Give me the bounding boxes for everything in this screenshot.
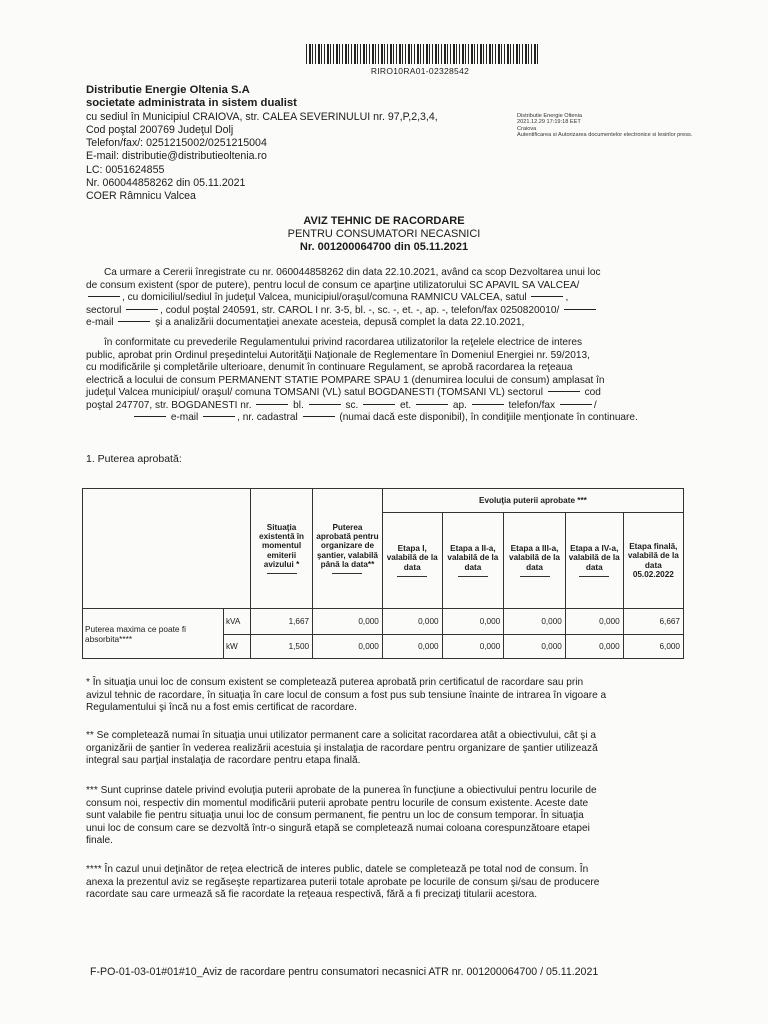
footnote-1 <box>86 677 678 715</box>
text-line: consum noi, respectiv din momentul modificării puterii aprobate pentru locurile de consum existente. Aceste date <box>86 797 589 809</box>
paragraph-approval <box>86 337 676 425</box>
title-line: PENTRU CONSUMATORI NECASNICI <box>287 228 481 241</box>
text-line: poştal 247707, str. BOGDANESTI nr. <box>86 399 252 411</box>
value-cell: 1,667 <box>251 609 313 635</box>
text-line: Ca urmare a Cererii înregistrate cu nr. 060044858262 din data 22.10.2021, având ca scop Dezvoltarea unui loc <box>104 267 601 278</box>
signature-line: Craiova <box>517 125 537 132</box>
title-number: Nr. 001200064700 din 05.11.2021 <box>299 241 469 254</box>
header-final-stage: Etapa finală, valabilă de la data 05.02.2022 <box>623 513 683 609</box>
text-line: (numai dacă este disponibil), în condiţiile menţionate în continuare. <box>339 412 638 424</box>
value-cell: 0,000 <box>565 609 623 635</box>
value-cell: 0,000 <box>382 635 442 659</box>
unit-cell: kW <box>223 635 250 659</box>
header-stage-3: Etapa a III-a, valabilă de la data <box>504 513 566 609</box>
section-title: 1. Puterea aprobată: <box>86 453 182 465</box>
text-line: electrică a locului de consum PERMANENT STATIE POMPARE SPAU 1 (denumirea locului de consum) amplasat în <box>86 374 605 386</box>
value-cell: 0,000 <box>313 609 383 635</box>
text-line: bl. <box>293 399 304 411</box>
barcode-number: RIRO10RA01-02328542 <box>370 66 470 76</box>
text-line: integral sau parţial instalaţia de racordare pentru etapa finală. <box>86 755 361 767</box>
text-line: * În situaţia unui loc de consum existent se completează puterea aprobată prin certificatul de racordare sau prin <box>86 677 584 688</box>
value-cell: 1,500 <box>251 635 313 659</box>
issuer-reg-number: Nr. 060044858262 din 05.11.2021 <box>86 177 246 190</box>
value-cell: 0,000 <box>313 635 383 659</box>
text-line: şi a analizării documentaţiei anexate acesteia, depusă complet la data 22.10.2021, <box>155 317 525 329</box>
text-line: , codul poştal 240591, str. CAROL I nr. 3-5, bl. -, sc. -, et. -, ap. -, telefon/fax 0250820010/ <box>160 304 560 316</box>
footnote-3 <box>86 785 678 848</box>
issuer-lc: LC: 0051624855 <box>86 163 165 176</box>
approved-power-table <box>82 488 684 659</box>
unit-cell: kVA <box>223 609 250 635</box>
text-line: racordate sau care urmează să fie racordate la reţeaua respectivă, fără a fi precizaţi titularii acestora. <box>86 889 538 901</box>
text-line: judeţul Valcea municipiul/ oraşul/ comuna TOMSANI (VL) satul BOGDANESTI (TOMSANI VL) sectorul <box>86 387 543 399</box>
value-cell: 6,000 <box>623 635 683 659</box>
text-line: organizării de şantier în vederea realizării acestuia şi instalaţia de racordare pentru organizare de şantier utilizează <box>86 742 598 754</box>
text-line: sc. <box>345 399 359 411</box>
issuer-block <box>86 84 438 204</box>
text-line: e-mail <box>170 412 199 424</box>
issuer-subtitle: societate administrata in sistem dualist <box>86 97 297 110</box>
text-line: ap. <box>452 399 467 411</box>
text-line: , cu domiciliul/sediul în judeţul Valcea, municipiul/oraşul/comuna RAMNICU VALCEA, satul <box>122 292 527 304</box>
row-label: Puterea maxima ce poate fi absorbita**** <box>83 609 224 659</box>
header-existing: Situaţia existentă în momentul emiterii avizului * <box>251 489 313 609</box>
text-line: cod <box>584 387 601 399</box>
document-title <box>0 215 768 255</box>
document-footer: F-PO-01-03-01#01#10_Aviz de racordare pentru consumatori necasnici ATR nr. 001200064700 / 05.11.2021 <box>90 966 599 978</box>
issuer-postal-code: Cod poştal 200769 Judeţul Dolj <box>86 123 234 136</box>
footnote-4 <box>86 864 678 902</box>
text-line: et. <box>399 399 412 411</box>
header-stage-4: Etapa a IV-a, valabilă de la data <box>565 513 623 609</box>
table-corner <box>83 489 251 609</box>
signature-line: 2021.12.29 17:19:18 EET <box>517 119 581 126</box>
text-line: cu modificările şi completările ulterioare, denumit în continuare Regulament, se aprobă racordarea la reţeaua <box>86 362 573 374</box>
value-cell: 0,000 <box>504 609 566 635</box>
text-line: public, aprobat prin Ordinul preşedintelui Autorităţii Naţionale de Reglementare în Domeniul Energiei nr. 59/2013, <box>86 349 590 361</box>
text-line: în conformitate cu prevederile Regulamentului privind racordarea utilizatorilor la reţelele electrice de interes <box>104 337 583 348</box>
barcode <box>306 44 538 64</box>
text-line: sunt valabile fie pentru situaţia unui loc de consum permanent, fie pentru un loc de consum temporar. În situaţia <box>86 810 584 822</box>
text-line: anexa la prezentul aviz se regăseşte repartizarea puterii totale aprobate pe locurile de consum şi/sau de producere <box>86 876 600 888</box>
text-line: de consum existent (spor de putere), pentru locul de consum ce aparţine utilizatorului SC APAVIL SA VALCEA/ <box>86 279 580 291</box>
footnote-2 <box>86 730 678 768</box>
digital-signature <box>517 113 692 138</box>
issuer-name: Distributie Energie Oltenia S.A <box>86 84 250 96</box>
header-stage-2: Etapa a II-a, valabilă de la data <box>442 513 504 609</box>
paragraph-request: Ca urmare a Cererii înregistrate cu nr. 060044858262 din data 22.10.2021, având ca scop Dezvoltarea unui loc de consum existent (spor de putere), pentru locul de consum ce aparţine utilizatorului SC APAVIL SA VALCEA/ , cu domiciliul/sediul în judeţul Valcea, municipiul/oraşul/comuna RAMNICU VALCEA, satul , sectorul , codul poştal 240591, str. CAROL I nr. 3-5, bl. -, sc. -, et. -, ap. -, telefon/fax 0250820010/ e-mail şi a analizării documentaţiei anexate acesteia, depusă complet la data 22.10.2021, <box>86 267 676 330</box>
issuer-phone: Telefon/fax/: 0251215002/0251215004 <box>86 137 267 150</box>
value-cell: 6,667 <box>623 609 683 635</box>
value-cell: 0,000 <box>382 609 442 635</box>
value-cell: 0,000 <box>442 609 504 635</box>
header-evolution: Evoluţia puterii aprobate *** <box>382 489 683 513</box>
table-row <box>83 609 684 635</box>
text-line: *** Sunt cuprinse datele privind evoluţia puterii aprobate de la punerea în funcţiune a obiectivului pentru locurile de <box>86 785 597 796</box>
text-line: avizul tehnic de racordare, în situaţia în care locul de consum a fost pus sub tensiune înainte de intrarea în vigoare a <box>86 689 607 701</box>
value-cell: 0,000 <box>504 635 566 659</box>
issuer-email: E-mail: distributie@distributieoltenia.ro <box>86 150 267 163</box>
text-line: , nr. cadastral <box>237 412 298 424</box>
text-line: / <box>593 399 597 411</box>
text-line: e-mail <box>86 317 114 329</box>
value-cell: 0,000 <box>565 635 623 659</box>
text-line: finale. <box>86 835 113 847</box>
value-cell: 0,000 <box>442 635 504 659</box>
signature-line: Distributie Energie Oltenia <box>517 113 582 119</box>
text-line: sectorul <box>86 304 122 316</box>
text-line: ** Se completează numai în situaţia unui utilizator permanent care a solicitat racordarea atât a obiectivului, cât şi a <box>86 730 597 741</box>
text-line: Regulamentului şi încă nu a fost emis certificat de racordare. <box>86 702 357 714</box>
title-line: AVIZ TEHNIC DE RACORDARE <box>303 215 465 227</box>
issuer-address: cu sediul în Municipiul CRAIOVA, str. CALEA SEVERINULUI nr. 97,P,2,3,4, <box>86 110 438 123</box>
text-line: **** În cazul unui deţinător de reţea electrică de interes public, datele se completează pe total nod de consum. În <box>86 864 589 875</box>
signature-line: Autentificarea si Autorizarea documentelor electronice si lesirilor press. <box>517 131 693 138</box>
header-site-organization: Puterea aprobată pentru organizare de şantier, valabilă până la data** <box>313 489 383 609</box>
issuer-coer: COER Râmnicu Valcea <box>86 190 196 203</box>
text-line: unui loc de consum care se dezvoltă într-o singură etapă se completează numai coloana corespunzătoare etapei <box>86 822 590 834</box>
header-stage-1: Etapa I, valabilă de la data <box>382 513 442 609</box>
text-line: telefon/fax <box>508 399 556 411</box>
